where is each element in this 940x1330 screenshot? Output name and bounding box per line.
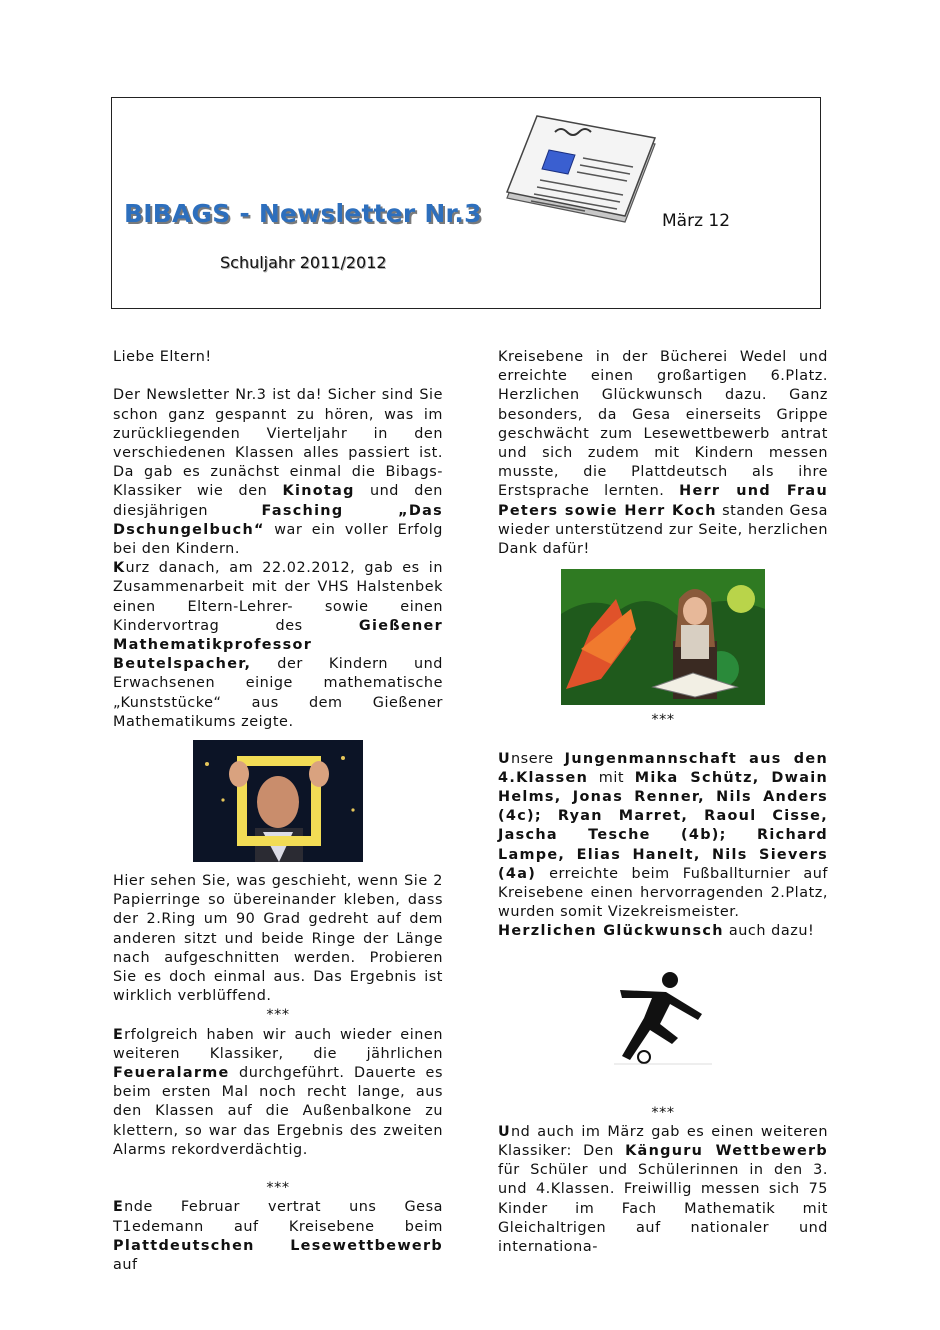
- paragraph-congratulations: Herzlichen Glückwunsch auch dazu!: [498, 923, 815, 940]
- separator-stars: ***: [651, 712, 675, 729]
- separator-stars: ***: [266, 1007, 290, 1024]
- separator-stars: ***: [651, 1104, 675, 1121]
- girl-reading-photo: [561, 569, 765, 705]
- separator-stars: ***: [266, 1180, 290, 1197]
- left-column: [113, 348, 443, 1275]
- paragraph-lecture: Kurz danach, am 22.02.2012, gab es in Zusammenarbeit mit der VHS Halstenbek einen Eltern-Lehrer- sowie einen Kindervortrag des Gießener Mathematikprofessor Beutelspacher, der Kindern und Erwachsenen einige mathematische „Kunststücke“ aus dem Gießener Mathematikums zeigte.: [113, 560, 443, 730]
- newsletter-header: [111, 97, 821, 309]
- paragraph-reading-contest: Ende Februar vertrat uns Gesa T1edemann auf Kreisebene beim Plattdeutschen Lesewettbewerb auf: [113, 1199, 443, 1274]
- soccer-player-icon: [608, 962, 718, 1072]
- paragraph-reading-result: Kreisebene in der Bücherei Wedel und erreichte einen großartigen 6.Platz. Herzlichen Glückwunsch dazu. Ganz besonders, da Gesa einerseits Grippe geschwächt zum Lesewettbewerb antrat und sich zudem mit Kindern messen musste, die Plattdeutsch als ihre Erstsprache lernten. Herr und Frau Peters sowie Herr Koch standen Gesa wieder unterstützend zur Seite, herzlichen Dank dafür!: [498, 349, 828, 558]
- paragraph-kangaroo-contest: Und auch im März gab es einen weiteren Klassiker: Den Känguru Wettbewerb für Schüler und Schülerinnen in den 3. und 4.Klassen. Freiwillig messen sich 75 Kinder im Fach Mathematik mit Gleichaltrigen auf nationaler und internationa-: [498, 1123, 829, 1256]
- paragraph-intro: Der Newsletter Nr.3 ist da! Sicher sind Sie schon ganz gespannt zu hören, was im zurückliegenden Vierteljahr in den verschiedenen Klassen alles passiert ist. Da gab es zunächst einmal die Bibags-Klassiker wie den Kinotag und den diesjährigen Fasching „Das Dschungelbuch“ war ein voller Erfolg bei den Kindern.: [113, 387, 443, 558]
- newsletter-title: BIBAGS - Newsletter Nr.3: [124, 199, 482, 228]
- greeting: Liebe Eltern!: [113, 349, 212, 365]
- right-column: [498, 348, 828, 1257]
- paragraph-football: Unsere Jungenmannschaft aus den 4.Klassen mit Mika Schütz, Dwain Helms, Jonas Renner, Nils Anders (4c); Ryan Marret, Raoul Cisse, Jascha Tesche (4b); Richard Lampe, Elias Hanelt, Nils Sievers (4a) erreichte beim Fußballturnier auf Kreisebene einen hervorragenden 2.Platz, wurden somit Vizekreismeister.: [498, 750, 828, 921]
- newsletter-date: März 12: [662, 211, 731, 231]
- paragraph-fire-alarm: Erfolgreich haben wir auch wieder einen weiteren Klassiker, die jährlichen Feueralarme durchgeführt. Dauerte es beim ersten Mal noch recht lange, aus den Klassen auf die Außenbalkone zu klettern, so war das Ergebnis des zweiten Alarms rekordverdächtig.: [113, 1026, 443, 1158]
- newspaper-icon: [505, 110, 665, 234]
- professor-photo: [193, 740, 363, 862]
- school-year: Schuljahr 2011/2012: [220, 253, 387, 272]
- paragraph-paper-rings: Hier sehen Sie, was geschieht, wenn Sie 2 Papierringe so übereinander kleben, dass der 2.Ring um 90 Grad gedreht auf dem anderen sitzt und beide Ringe der Länge nach aufgeschnitten werden. Probieren Sie es doch einmal aus. Das Ergebnis ist wirklich verblüffend.: [113, 873, 443, 1005]
